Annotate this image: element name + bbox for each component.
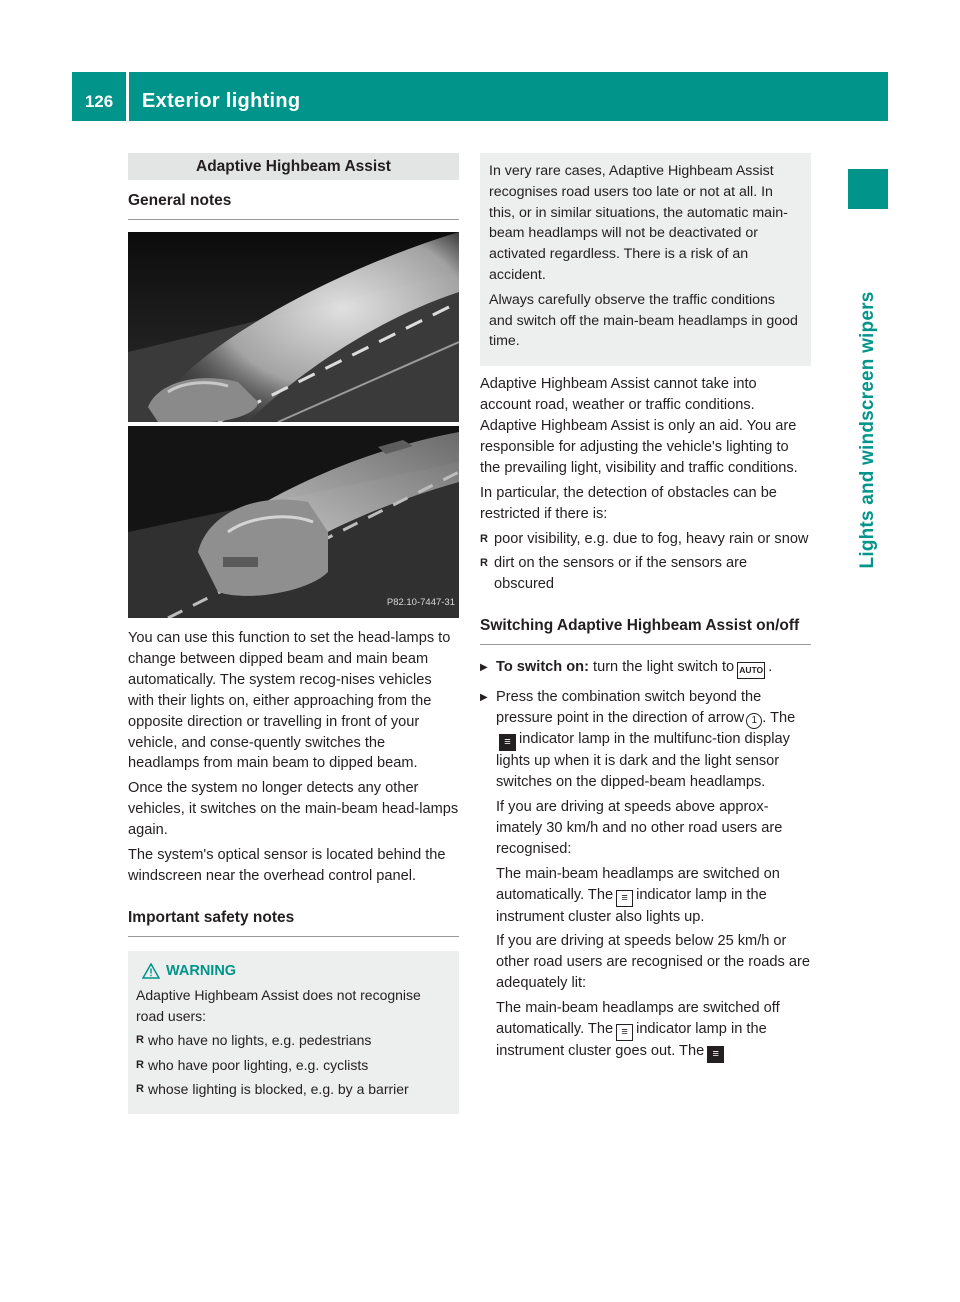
general-notes-heading: General notes xyxy=(128,180,459,220)
restriction-item: R dirt on the sensors or if the sensors are obscured xyxy=(480,555,748,593)
arrow-number-icon: 1 xyxy=(746,713,762,729)
step-switch-on: ▶ To switch on: turn the light switch to AUTO . xyxy=(480,657,811,683)
main-beam-icon: ≡ xyxy=(616,890,633,907)
step-arrow-icon: ▶ xyxy=(480,662,488,674)
right-column xyxy=(480,153,811,1071)
observe-traffic-note: Always carefully observe the traffic conditions and switch off the main-beam headlamps in good time. xyxy=(489,291,798,350)
switching-heading: Switching Adaptive Highbeam Assist on/off xyxy=(480,605,811,645)
page-header xyxy=(72,72,888,121)
step-press-switch: ▶ Press the combination switch beyond the pressure point in the direction of arrow 1 . The≡ indicator lamp in the multifunc-tion display lights up when it is dark and the light sensor switches on the dipped-beam headlamps. If you are driving at speeds above approx-imately 30 km/h and no other road users are recognised: The main-beam headlamps are switched on automatically. The ≡ indicator lamp in the instrument cluster also lights up. If you are driving at speeds below 25 km/h or other road users are recognised or the roads are adequately lit: The main-beam headlamps are switched off automatically. The ≡ indicator lamp in the instrument cluster goes out. The ≡ xyxy=(480,687,811,1067)
intro-paragraph: You can use this function to set the head-lamps to change between dipped beam and main beam automatically. The system recog-nises vehicles with their lights on, either approaching from the opposite direction or travelling in front of your vehicle, and conse-quently switches the headlamps from main beam to dipped beam. xyxy=(128,630,451,772)
sensor-paragraph: The system's optical sensor is located behind the windscreen near the overhead control panel. xyxy=(128,847,446,884)
headlamp-illustration xyxy=(128,232,459,618)
auto-switch-icon: AUTO xyxy=(737,662,765,679)
speed-above-text: If you are driving at speeds above approx-imately 30 km/h and no other road users are recognised: xyxy=(496,798,783,857)
page-number: 126 xyxy=(84,92,114,111)
header-divider xyxy=(126,72,129,121)
warning-triangle-icon xyxy=(142,963,160,979)
illustration-svg xyxy=(128,232,459,618)
figure-code: P82.10-7447-31 xyxy=(386,597,455,609)
highbeam-assist-icon: ≡ xyxy=(707,1046,724,1063)
section-title: Adaptive Highbeam Assist xyxy=(128,153,459,180)
warning-continuation-box xyxy=(480,153,811,366)
rare-cases-note: In very rare cases, Adaptive Highbeam Assist recognises road users too late or not at all. In this, or in similar situations, the automatic main-beam headlamps will not be deactivated or activated regardless. There is a risk of an accident. xyxy=(489,163,788,283)
warning-item: R who have no lights, e.g. pedestrians xyxy=(136,1032,372,1049)
warning-item: R who have poor lighting, e.g. cyclists xyxy=(136,1056,369,1073)
warning-box xyxy=(128,951,459,1114)
warning-title-text: WARNING xyxy=(166,962,237,979)
warning-item: R whose lighting is blocked, e.g. by a barrier xyxy=(136,1081,409,1098)
restriction-item: R poor visibility, e.g. due to fog, heavy rain or snow xyxy=(480,530,809,547)
step-label: To switch on: xyxy=(496,659,589,676)
warning-title xyxy=(142,961,451,982)
detection-paragraph: In particular, the detection of obstacles can be restricted if there is: xyxy=(480,484,777,522)
reactivation-paragraph: Once the system no longer detects any other vehicles, it switches on the main-beam head-lamps again. xyxy=(128,780,459,839)
speed-below-text: If you are driving at speeds below 25 km/h or other road users are recognised or the roads are adequately lit: xyxy=(496,933,810,992)
step-arrow-icon: ▶ xyxy=(480,692,488,704)
safety-notes-heading: Important safety notes xyxy=(128,897,459,937)
chapter-title: Exterior lighting xyxy=(142,90,301,112)
side-tab-marker xyxy=(848,169,888,209)
main-beam-icon: ≡ xyxy=(616,1024,633,1041)
warning-intro: Adaptive Highbeam Assist does not recognise road users: xyxy=(136,987,421,1024)
left-column xyxy=(128,153,459,1114)
responsibility-paragraph: Adaptive Highbeam Assist cannot take into account road, weather or traffic conditions. Adaptive Highbeam Assist is only an aid. You are responsible for adjusting the vehicle's lighting to the prevailing light, visibility and traffic conditions. xyxy=(480,376,798,476)
side-tab-label: Lights and windscreen wipers xyxy=(857,291,878,569)
highbeam-assist-icon: ≡ xyxy=(499,734,516,751)
